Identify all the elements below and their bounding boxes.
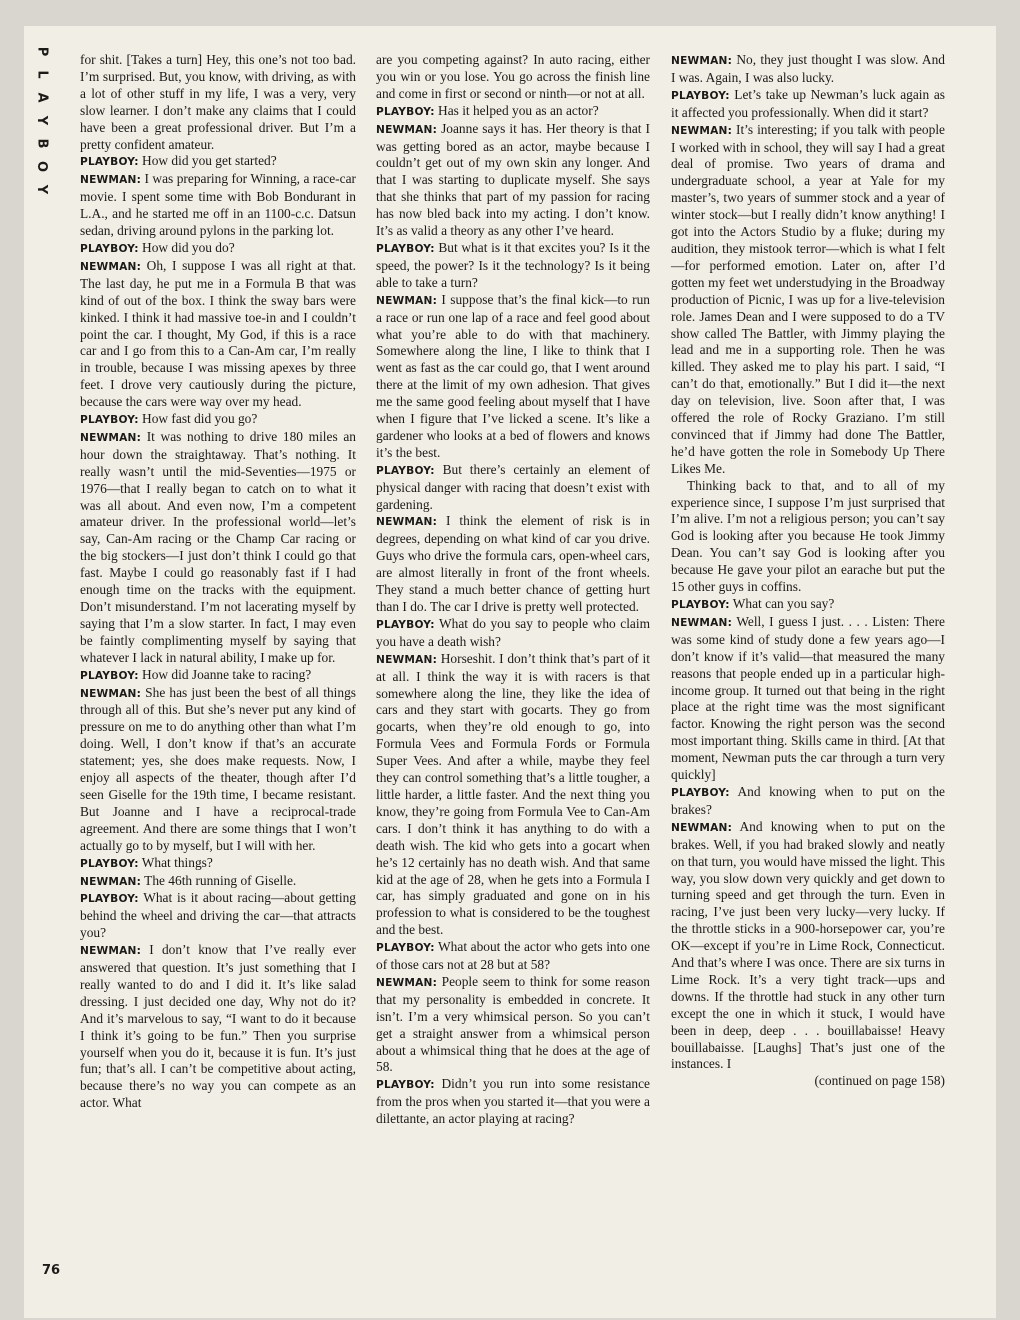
interview-paragraph [671,87,945,122]
speaker-label: NEWMAN: [80,174,142,187]
interview-paragraph [671,784,945,819]
paragraph-text: I think the element of risk is in degrees, depending on what kind of car you drive. Guys who drive the formula cars, open-wheel cars, are almost literally in front of the front wheels. They stand a much better chance of getting hurt than I do. The car I drive is pretty well protected. [376,513,650,614]
paragraph-text: The 46th running of Giselle. [144,872,297,888]
interview-paragraph [80,855,356,873]
paragraph-text: People seem to think for some reason that my personality is embedded in concrete. It isn’t. I’m a very whimsical person. So you can’t get a straight answer from a whimsical person about a whimsical thing that he does at the age of 58. [376,973,650,1075]
speaker-label: PLAYBOY: [671,89,730,102]
text-column-3 [671,52,945,1090]
paragraph-text: No, they just thought I was slow. And I was. Again, I was also lucky. [671,52,945,85]
interview-paragraph [671,596,945,614]
paragraph-text: Let’s take up Newman’s luck again as it affected you professionally. When did it start? [671,86,945,120]
speaker-label: PLAYBOY: [80,414,139,427]
paragraph-text: It was nothing to drive 180 miles an hour down the straightaway. That’s nothing. It really wasn’t until the mid-Seventies—1975 or 1976—that I really began to catch on to what it was all about. And even now, I’m a competent amateur driver. In the professional world—let’s say, Can-Am racing or the Champ Car racing or the big stockers—I just don’t think I could go that fast. Maybe I could go reasonably fast if I had enough time on the tracks with the equipment. Don’t misunderstand. I’m not lacerating myself by saying that I’m a slow starter. In fact, I may even be faintly complimenting myself by saying that whatever I lack in natural ability, I make up for. [80,428,356,665]
speaker-label: NEWMAN: [80,875,142,888]
interview-paragraph [376,121,650,240]
paragraph-text: What do you say to people who claim you have a death wish? [376,615,651,649]
interview-paragraph [80,258,356,411]
paragraph-text: Horseshit. I don’t think that’s part of it at all. I think the way it is with racers is that somewhere along the line, they like the idea of cars and they start with gocarts. They go from gocarts, when they’re old enough to go, into Formula Vees and Formula Fords or Formula Super Vees. And after a while, maybe they feel they can control something that’s a little tougher, a little harder, a little faster. And the next thing you know, they’re going from Formula Vee to Can-Am cars. I don’t think it has anything to do with a death wish. The kid who gets into a gocart when he’s 12 certainly has no death wish. And that same kid at the age of 28, when he gets into a Formula I car, has simply graduated and gone on in his profession to what is considered to be the toughest and the best. [376,650,650,938]
interview-paragraph [376,939,650,974]
masthead-letter: A [34,92,50,103]
speaker-label: NEWMAN: [376,976,438,989]
interview-paragraph [376,462,650,514]
interview-paragraph [80,942,356,1112]
interview-paragraph [376,513,650,615]
speaker-label: NEWMAN: [671,124,733,137]
speaker-label: NEWMAN: [376,653,438,666]
speaker-label: NEWMAN: [80,431,142,444]
speaker-label: NEWMAN: [80,687,142,700]
speaker-label: PLAYBOY: [376,618,435,631]
masthead-letter: Y [34,184,50,195]
interview-paragraph [80,890,356,942]
interview-paragraph [80,429,356,667]
interview-paragraph [376,1076,650,1128]
speaker-label: PLAYBOY: [376,242,435,255]
speaker-label: PLAYBOY: [671,786,730,799]
interview-paragraph [671,122,945,478]
interview-paragraph [376,616,650,651]
speaker-label: NEWMAN: [671,821,733,834]
speaker-label: NEWMAN: [671,55,733,67]
interview-paragraph [376,52,650,103]
masthead-letter: P [34,46,50,57]
interview-paragraph [671,614,945,784]
interview-paragraph [376,103,650,121]
speaker-label: PLAYBOY: [376,942,435,955]
speaker-label: NEWMAN: [376,294,438,307]
page-number: 76 [42,1263,61,1278]
speaker-label: PLAYBOY: [80,857,139,870]
paragraph-text: What is it about racing—about getting behind the wheel and driving the car—that attracts you? [80,890,356,941]
paragraph-text: Well, I guess I just. . . . Listen: There was some kind of study done a few years ago—I don’t know if it’s valid—that measured the many reasons that people ended up in a particular high-income group. It turned out that being in the right place at the right time was the most significant factor. Knowing the right person was the second most important thing. Skills came in third. [At that moment, Newman puts the car through a turn very quickly] [671,613,945,783]
interview-paragraph [80,240,356,258]
speaker-label: NEWMAN: [376,516,438,529]
interview-paragraph [80,171,356,240]
speaker-label: PLAYBOY: [80,669,139,682]
masthead-letter: L [34,70,50,79]
masthead-letter: O [34,160,50,173]
speaker-label: NEWMAN: [376,123,438,136]
paragraph-text: But there’s certainly an element of physical danger with racing that doesn’t exist with gardening. [376,461,650,512]
masthead-letter: Y [34,115,50,126]
paragraph-text: I suppose that’s the final kick—to run a race or run one lap of a race and feel good about what you’re able to do with that machinery. Somewhere along the line, I like to think that I went as fast as the car could go, that I went around there at the limit of my own adhesion. That gives me the same good feeling about myself that I have when I figure that I’ve licked a scene. It’s like a gardener who looks at a bed of flowers and knows it’s the best. [376,291,650,460]
vertical-masthead [30,40,54,201]
interview-paragraph [80,153,356,171]
interview-paragraph [671,1073,945,1090]
paragraph-text: What about the actor who gets into one of those cars not at 28 but at 58? [376,939,650,973]
speaker-label: NEWMAN: [80,260,142,273]
paragraph-text: What things? [141,854,213,870]
speaker-label: PLAYBOY: [376,1079,435,1092]
interview-paragraph [671,819,945,1074]
paragraph-text: (continued on page 158) [814,1073,945,1089]
paragraph-text: She has just been the best of all things through all of this. But she’s never put any kind of pressure on me to do anything other than what I’m doing. Well, I don’t know if that’s an accurate statement; yes, she does make requests. Now, I enjoy all aspects of the theater, though after I’d seen Giselle for the 19th time, I became resistant. But Joanne and I have a reciprocal-trade agreement. And there are some things that I won’t actually go to by myself, but I will with her. [80,684,356,853]
interview-paragraph [671,478,945,596]
interview-paragraph [80,873,356,891]
masthead-letter: B [34,138,50,149]
speaker-label: PLAYBOY: [80,242,139,255]
interview-paragraph [376,974,650,1076]
paragraph-text: How did you get started? [142,153,277,169]
paragraph-text: What can you say? [732,596,835,611]
paragraph-text: How fast did you go? [142,411,258,427]
speaker-label: PLAYBOY: [80,156,139,169]
speaker-label: PLAYBOY: [376,464,435,477]
text-column-2 [376,52,650,1128]
paragraph-text: are you competing against? In auto racing, either you win or you lose. You go across the finish line and come in first or second or ninth—or not at all. [376,52,650,101]
interview-paragraph [80,667,356,685]
interview-paragraph [376,651,650,939]
speaker-label: PLAYBOY: [671,599,730,611]
paragraph-text: I don’t know that I’ve really ever answered that question. It’s just something that I really wanted to do and I did it. It’s like salad dressing. I just decided one day, Why not do it? And it’s marvelous to say, “I want to do it because I think it’s going to be fun.” Then you surprise yourself when you do it, because it is fun. It’s just fun; that’s all. I can’t be competitive about acting, because there’s no way you can compete as an actor. What [80,942,356,1111]
speaker-label: NEWMAN: [80,945,142,958]
interview-paragraph [80,685,356,855]
paragraph-text: I was preparing for Winning, a race-car movie. I spent some time with Bob Bondurant in L.A., and he started me off in an 1100-c.c. Datsun sedan, driving around pylons in the parking lot. [80,171,356,239]
paragraph-text: And knowing when to put on the brakes. Well, if you had braked slowly and neatly on that turn, you would have missed the light. This way, you slow down very quickly and get down to turning speed and get through the turn. Even in racing, I’ve just been very lucky—very lucky. If the throttle sticks in a 900-horsepower car, you’re OK—except if you’re in Lime Rock, Connecticut. And that’s where I was once. There are six turns in Lime Rock. It’s a very tight track—ups and downs. If the throttle had stuck in any other turn except the one in which it stuck, I would have been in deep, deep . . . bouillabaisse! Heavy bouillabaisse. [Laughs] That’s just one of the instances. I [671,818,946,1072]
paragraph-text: How did Joanne take to racing? [142,666,312,682]
paragraph-text: Thinking back to that, and to all of my experience since, I suppose I’m just surprised that I’m alive. I’m not a religious person; you can’t say God is looking after you because He took Jimmy Dean. You can’t say God is looking after you because He gave your pilot an earache but put the 15 other guys in coffins. [671,477,945,595]
interview-paragraph [80,52,356,153]
paragraph-text: Oh, I suppose I was all right at that. The last day, he put me in a Formula B that was kind of out of the box. I think the sway bars were kinked. I think it had massive toe-in and I couldn’t point the car. I thought, My God, if this is a race car and I go from this to a Can-Am car, I’m really in trouble, because I was missing apexes by three feet. I drove very cautiously during the picture, because the cars were way over my head. [80,257,356,410]
speaker-label: NEWMAN: [671,616,733,629]
interview-paragraph [80,411,356,429]
speaker-label: PLAYBOY: [80,893,139,906]
paragraph-text: Has it helped you as an actor? [438,102,599,118]
paragraph-text: It’s interesting; if you talk with people I worked with in school, they will say I had a great deal of promise. Two years of drama and undergraduate school, a year at Yale for my master’s, two years of summer stock and a year of winter stock—but I really didn’t know anything! I got into the Actors Studio by a fluke; during my audition, they mistook terror—which is what I felt—for performed emotion. Later on, after I’d gotten my feet wet understudying in the Broadway production of Picnic, I was up for a live-television role. James Dean and I were supposed to do a TV show called The Battler, with Jimmy playing the lead and me in a supporting role. Then he was killed. They asked me to play his part. I said, “I can’t do that, emotionally.” But I did it—the next day on television, live. Soon after that, I was offered the role of Rocky Graziano. I’m still convinced that if Jimmy had done The Battler, he’d have gotten the role in Somebody Up There Likes Me. [671,121,945,476]
paragraph-text: But what is it that excites you? Is it the speed, the power? Is it the technology? Is it being able to take a turn? [376,239,650,290]
text-column-1 [80,52,356,1112]
speaker-label: PLAYBOY: [376,105,435,118]
paragraph-text: Joanne says it has. Her theory is that I was getting bored as an actor, maybe because I couldn’t get out of my own skin any longer. And that I was starting to duplicate myself. She says that she thinks that part of my passion for racing has now bled back into my acting. I don’t know. It’s as valid a theory as any other I’ve heard. [376,120,650,239]
interview-paragraph [376,240,650,292]
paragraph-text: for shit. [Takes a turn] Hey, this one’s not too bad. I’m surprised. But, you know, with driving, as with a lot of other stuff in my life, I was a very, very slow learner. I don’t make any claims that I could have been a great professional driver. But I’m a pretty confident amateur. [80,52,356,152]
interview-paragraph [376,292,650,462]
interview-paragraph [671,52,945,87]
paragraph-text: How did you do? [142,239,235,255]
paragraph-text: Didn’t you run into some resistance from the pros when you started it—that you were a dilettante, an actor playing at racing? [376,1076,650,1127]
paragraph-text: And knowing when to put on the brakes? [671,783,945,817]
